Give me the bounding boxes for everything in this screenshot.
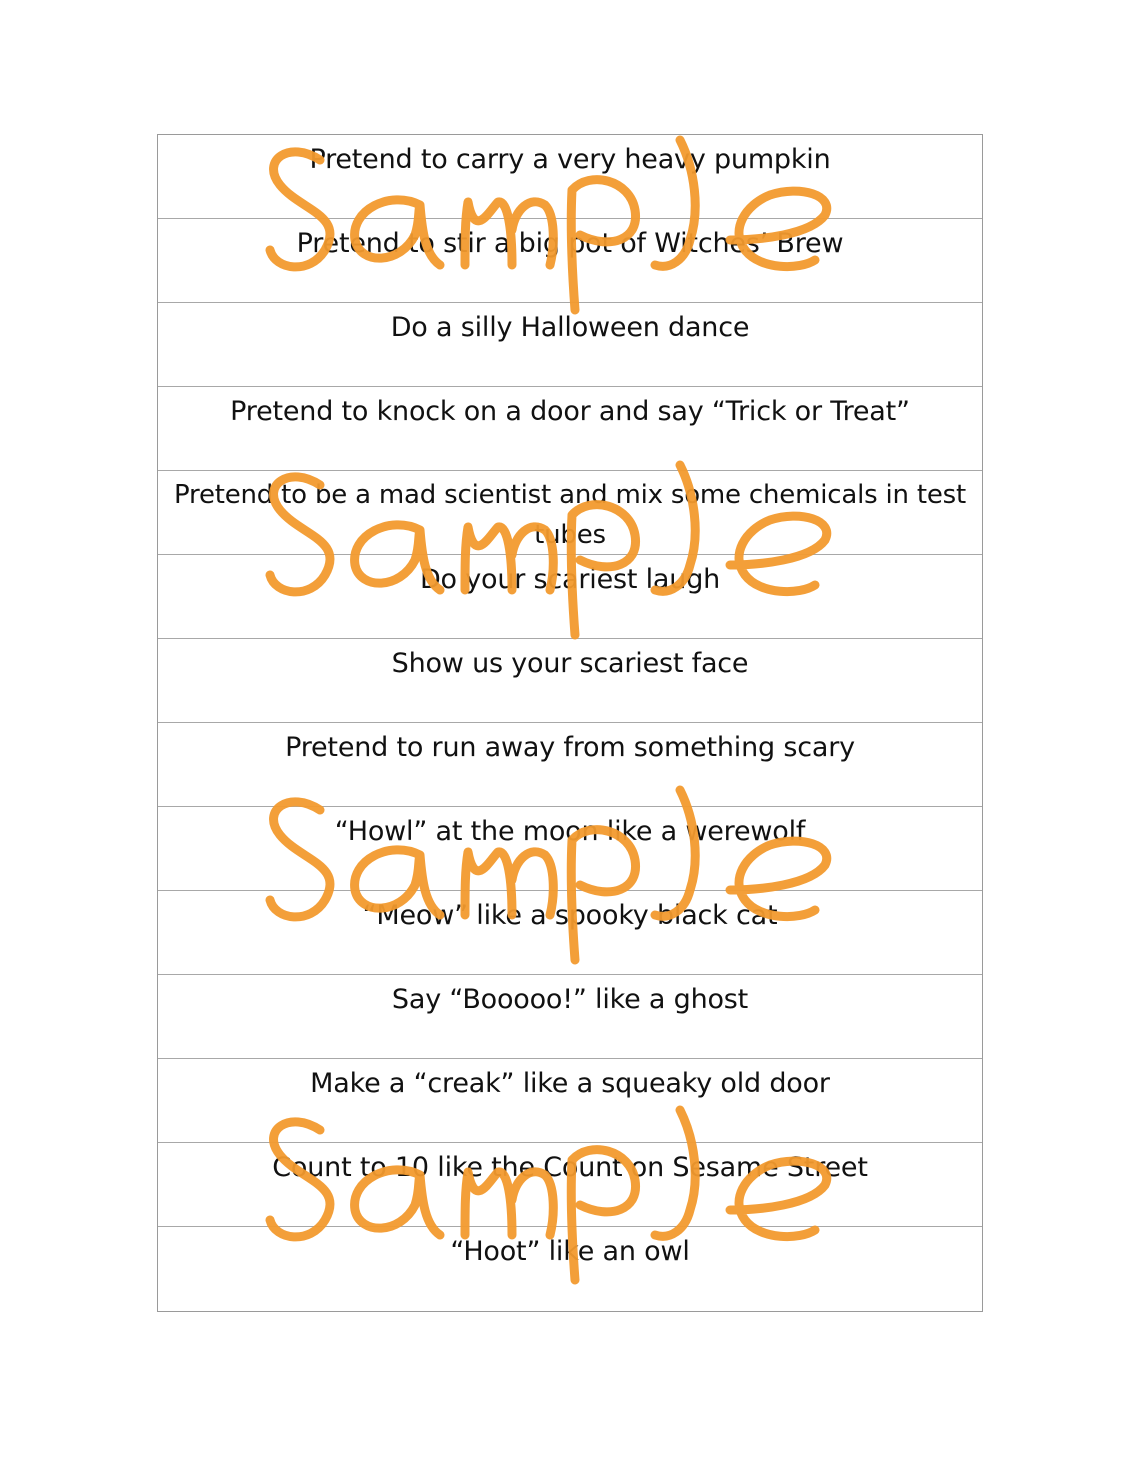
activity-card xyxy=(158,723,982,807)
activity-card xyxy=(158,135,982,219)
activity-card xyxy=(158,1227,982,1311)
activity-card xyxy=(158,807,982,891)
activity-text: Pretend to be a mad scientist and mix some chemicals in test tubes xyxy=(174,480,966,550)
activity-text: Make a “creak” like a squeaky old door xyxy=(310,1068,830,1099)
activity-card xyxy=(158,891,982,975)
activity-card xyxy=(158,639,982,723)
activity-card xyxy=(158,387,982,471)
activity-card xyxy=(158,1059,982,1143)
activity-text: Do your scariest laugh xyxy=(419,564,721,595)
activity-card xyxy=(158,471,982,555)
activity-text: Pretend to run away from something scary xyxy=(285,732,855,763)
activity-card-sheet xyxy=(157,134,983,1312)
activity-text: “Hoot” like an owl xyxy=(450,1236,690,1267)
activity-card xyxy=(158,303,982,387)
activity-card xyxy=(158,1143,982,1227)
activity-text: Pretend to stir a big pot of Witches’ Brew xyxy=(296,228,844,259)
activity-card xyxy=(158,555,982,639)
activity-text: Pretend to knock on a door and say “Trick or Treat” xyxy=(230,396,910,427)
activity-text: “Howl” at the moon like a werewolf xyxy=(334,816,806,847)
activity-text: Count to 10 like the Count on Sesame Street xyxy=(272,1152,868,1183)
activity-card xyxy=(158,219,982,303)
activity-text: “Meow” like a spooky black cat xyxy=(362,900,778,931)
activity-text: Do a silly Halloween dance xyxy=(390,312,750,343)
activity-text: Show us your scariest face xyxy=(391,648,749,679)
activity-text: Pretend to carry a very heavy pumpkin xyxy=(309,144,831,175)
activity-card xyxy=(158,975,982,1059)
activity-text: Say “Booooo!” like a ghost xyxy=(391,984,749,1015)
